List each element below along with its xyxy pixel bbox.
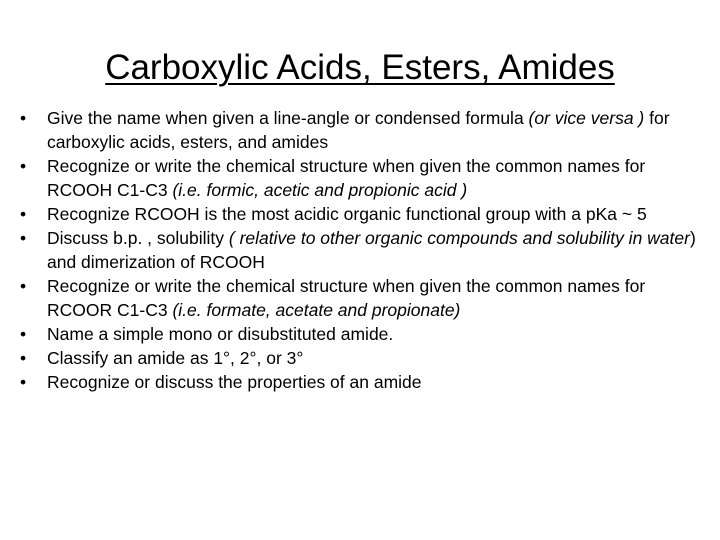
bullet-item [20, 274, 710, 322]
bullet-item [20, 226, 710, 274]
bullet-dot-icon: • [20, 276, 27, 296]
bullet-segment-italic: (i.e. formic, acetic and propionic acid ) [172, 180, 468, 200]
bullet-item [20, 322, 710, 346]
bullet-text [47, 204, 647, 224]
bullet-text [47, 348, 303, 368]
bullet-item [20, 154, 710, 202]
bullet-dot-icon: • [20, 348, 27, 368]
bullet-segment: ) and dimerization of RCOOH [47, 228, 696, 272]
bullet-item [20, 106, 710, 154]
bullet-list [20, 106, 710, 394]
bullet-segment: Discuss b.p. , solubility [47, 228, 229, 248]
bullet-segment: Recognize or write the chemical structure when given the common names for RCOOR C1-C3 [47, 276, 646, 320]
bullet-dot-icon: • [20, 228, 27, 248]
bullet-item [20, 370, 710, 394]
bullet-text [47, 276, 645, 320]
bullet-segment: Give the name when given a line-angle or condensed formula [47, 108, 529, 128]
slide-title: Carboxylic Acids, Esters, Amides [105, 48, 615, 87]
bullet-segment-italic: (i.e. formate, acetate and propionate) [172, 300, 461, 320]
bullet-dot-icon: • [20, 324, 27, 344]
bullet-text [47, 228, 696, 272]
bullet-segment: Recognize or discuss the properties of an amide [47, 372, 422, 392]
bullet-dot-icon: • [20, 156, 27, 176]
bullet-text [47, 372, 422, 392]
bullet-text [47, 108, 670, 152]
bullet-segment-italic: ( relative to other organic compounds and solubility in water [228, 228, 690, 248]
bullet-item [20, 346, 710, 370]
bullet-text [47, 156, 645, 200]
bullet-dot-icon: • [20, 204, 27, 224]
bullet-segment-italic: (or vice versa ) [528, 108, 645, 128]
bullet-dot-icon: • [20, 108, 27, 128]
bullet-item [20, 202, 710, 226]
bullet-segment: for carboxylic acids, esters, and amides [47, 108, 670, 152]
bullet-segment: Recognize or write the chemical structure when given the common names for RCOOH C1-C3 [47, 156, 646, 200]
bullet-text [47, 324, 393, 344]
bullet-segment: Name a simple mono or disubstituted amide. [47, 324, 394, 344]
bullet-segment: Recognize RCOOH is the most acidic organic functional group with a pKa ~ 5 [47, 204, 647, 224]
bullet-segment: Classify an amide as 1°, 2°, or 3° [47, 348, 304, 368]
bullet-dot-icon: • [20, 372, 27, 392]
